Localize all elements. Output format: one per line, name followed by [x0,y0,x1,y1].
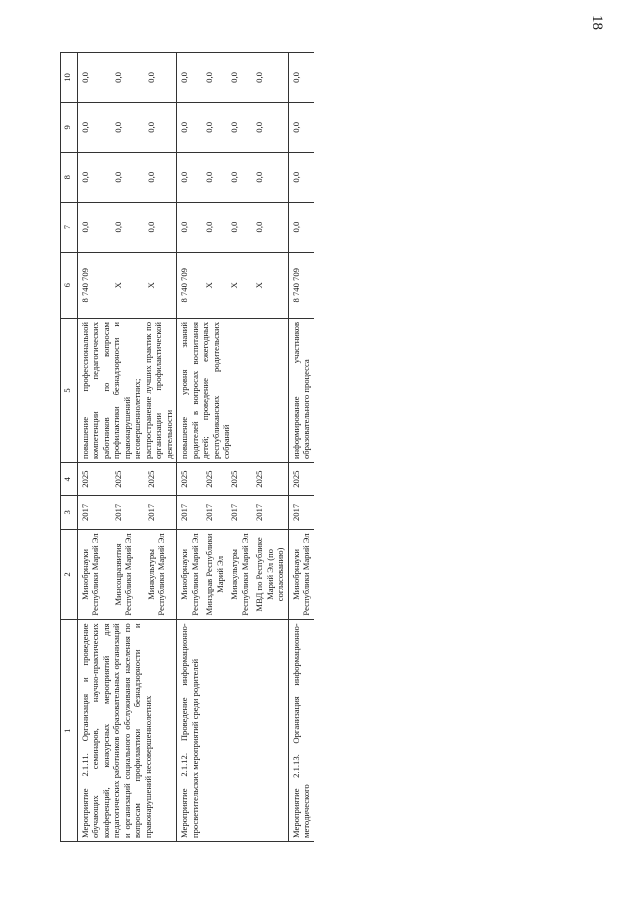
value-cell: 0,0 [288,53,313,103]
value-cell: 0,0 [111,102,144,152]
budget-code-cell: Х [202,252,227,318]
column-header: 3 [61,496,78,529]
budget-code-cell: Х [252,252,288,318]
budget-code-cell: 8 740 709 [78,252,111,318]
end-year-cell: 2025 [78,463,111,496]
measures-table [60,52,314,842]
end-year-cell: 2025 [227,463,252,496]
value-cell: 0,0 [202,102,227,152]
value-cell: 0,0 [78,202,111,252]
responsible-agency-cell: Минобрнауки Республики Марий Эл [288,529,313,620]
value-cell: 0,0 [177,102,202,152]
expected-result-cell: повышение профессиональной компетенции педагогических работников по вопросам профилактики безнадзорности и правонарушений несовершеннолетних; распространение лучших практик по организации профилактической деятельности [78,319,177,463]
measure-description-cell: Мероприятие 2.1.11. Организация и проведение обучающих семинаров, научно-практических конференций, конкурсных мероприятий для педагогических работников образовательных организаций и организаций социального обслуживания населения по вопросам профилактики безнадзорности и правонарушений несовершеннолетних [78,620,177,842]
budget-code-cell: Х [111,252,144,318]
value-cell: 0,0 [252,202,288,252]
value-cell: 0,0 [78,152,111,202]
end-year-cell: 2025 [252,463,288,496]
value-cell: 0,0 [78,102,111,152]
table-row [177,53,202,842]
column-header: 4 [61,463,78,496]
value-cell: 0,0 [227,202,252,252]
value-cell: 0,0 [227,53,252,103]
responsible-agency-cell: Минобрнауки Республики Марий Эл [78,529,111,620]
column-header: 5 [61,319,78,463]
budget-code-cell: 8 740 709 [177,252,202,318]
start-year-cell: 2017 [227,496,252,529]
value-cell: 0,0 [78,53,111,103]
value-cell: 0,0 [177,53,202,103]
table-row [78,53,111,842]
value-cell: 0,0 [252,102,288,152]
start-year-cell: 2017 [144,496,177,529]
column-header: 2 [61,529,78,620]
value-cell: 0,0 [144,102,177,152]
budget-code-cell: Х [144,252,177,318]
value-cell: 0,0 [144,202,177,252]
table-row [288,53,313,842]
budget-code-cell: 8 740 709 [288,252,313,318]
value-cell: 0,0 [111,152,144,202]
header-row [61,53,78,842]
value-cell: 0,0 [252,53,288,103]
responsible-agency-cell: МВД по Республике Марий Эл (по согласованию) [252,529,288,620]
responsible-agency-cell: Минкультуры Республики Марий Эл [144,529,177,620]
value-cell: 0,0 [227,102,252,152]
value-cell: 0,0 [252,152,288,202]
start-year-cell: 2017 [78,496,111,529]
start-year-cell: 2017 [111,496,144,529]
value-cell: 0,0 [288,152,313,202]
end-year-cell: 2025 [202,463,227,496]
responsible-agency-cell: Минздрав Республики Марий Эл [202,529,227,620]
column-header: 8 [61,152,78,202]
start-year-cell: 2017 [177,496,202,529]
budget-code-cell: Х [227,252,252,318]
value-cell: 0,0 [288,202,313,252]
expected-result-cell: информирование участников образовательного процесса [288,319,313,463]
value-cell: 0,0 [111,53,144,103]
table-wrap [60,52,620,842]
start-year-cell: 2017 [202,496,227,529]
table-body [78,53,314,842]
expected-result-cell: повышение уровня знаний родителей в вопросах воспитания детей; проведение ежегодных республиканских родительских собраний [177,319,288,463]
value-cell: 0,0 [288,102,313,152]
value-cell: 0,0 [144,53,177,103]
value-cell: 0,0 [202,202,227,252]
measure-description-cell: Мероприятие 2.1.13. Организация информационно-методического [288,620,313,842]
value-cell: 0,0 [177,152,202,202]
column-header: 1 [61,620,78,842]
responsible-agency-cell: Минсоцразвития Республики Марий Эл [111,529,144,620]
column-header: 6 [61,252,78,318]
value-cell: 0,0 [177,202,202,252]
value-cell: 0,0 [202,53,227,103]
end-year-cell: 2025 [111,463,144,496]
start-year-cell: 2017 [288,496,313,529]
page-number: 18 [589,15,605,30]
start-year-cell: 2017 [252,496,288,529]
value-cell: 0,0 [144,152,177,202]
value-cell: 0,0 [111,202,144,252]
column-header: 9 [61,102,78,152]
value-cell: 0,0 [202,152,227,202]
end-year-cell: 2025 [288,463,313,496]
column-header: 10 [61,53,78,103]
measure-description-cell: Мероприятие 2.1.12. Проведение информационно-просветительских мероприятий среди родителей [177,620,288,842]
column-header: 7 [61,202,78,252]
end-year-cell: 2025 [177,463,202,496]
end-year-cell: 2025 [144,463,177,496]
responsible-agency-cell: Минобрнауки Республики Марий Эл [177,529,202,620]
value-cell: 0,0 [227,152,252,202]
responsible-agency-cell: Минкультуры Республики Марий Эл [227,529,252,620]
